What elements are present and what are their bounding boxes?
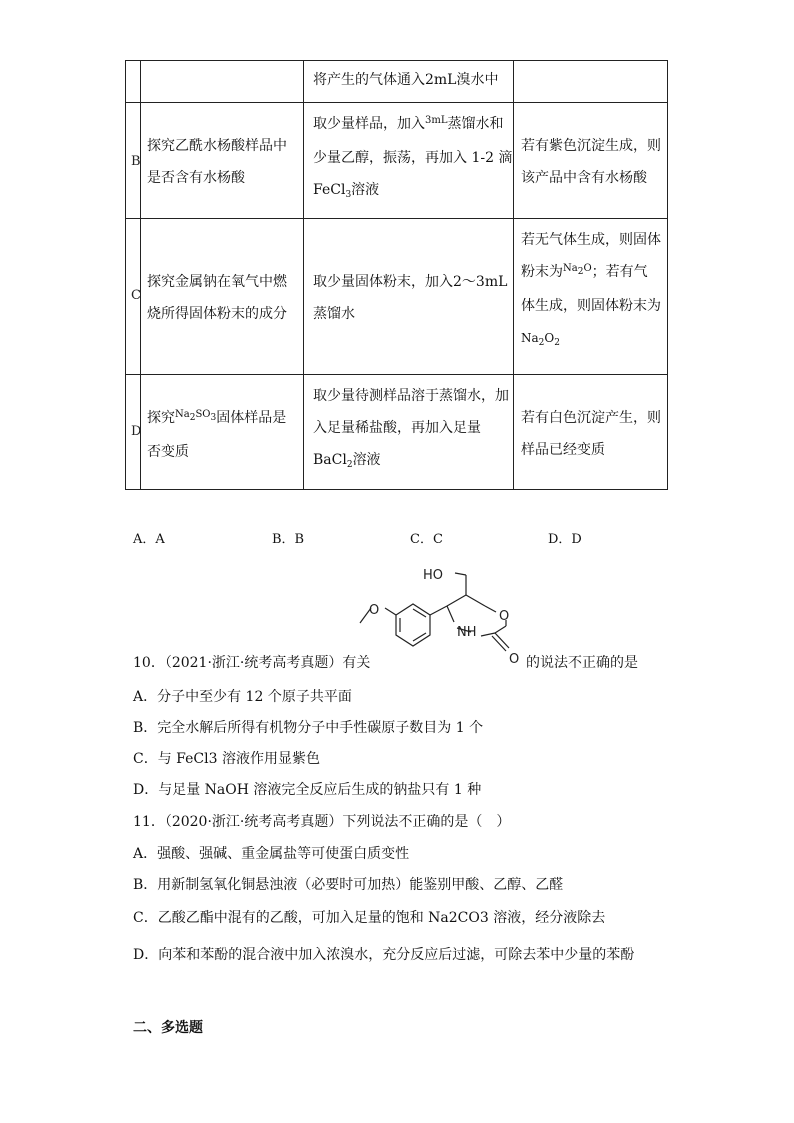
row-label-c: C [131, 288, 141, 303]
svg-text:O: O [369, 603, 380, 618]
rowd-method: 取少量待测样品溶于蒸馏水，加 入足量稀盐酸，再加入足量 BaCl$_2$溶液 [313, 388, 509, 470]
rowb-conclusion: 若有紫色沉淀生成，则 该产品中含有水杨酸 [521, 138, 661, 186]
row1-method: 将产生的气体通入2mL溴水中 [313, 72, 499, 88]
q11-stem: 11．（2020·浙江·统考高考真题）下列说法不正确的是（ ） [133, 814, 511, 830]
label-nh: NH [457, 625, 477, 640]
rowc-conclusion: 若无气体生成，则固体 粉末为$^{Na2O}$；若有气 体生成，则固体粉末为 $Na_2O_2$ [521, 232, 661, 348]
q11-option-a: A．强酸、强碱、重金属盐等可使蛋白质变性 [133, 846, 410, 862]
q11-option-d: D．向苯和苯酚的混合液中加入浓溴水，充分反应后过滤，可除去苯中少量的苯酚 [133, 947, 635, 963]
rowd-conclusion: 若有白色沉淀产生，则 样品已经变质 [521, 410, 661, 458]
rowc-method: 取少量固体粉末，加入2～3mL 蒸馏水 [313, 274, 508, 322]
option-a: A．A [133, 532, 165, 547]
option-c: C．C [410, 532, 443, 547]
q11-option-b: B．用新制氢氧化铜悬浊液（必要时可加热）能鉴别甲酸、乙醇、乙醛 [133, 877, 564, 893]
q10-option-d: D．与足量 NaOH 溶液完全反应后生成的钠盐只有 1 种 [133, 782, 482, 798]
rowb-method: 取少量样品，加入$^{3mL}$蒸馏水和 少量乙醇，振荡，再加入 1-2 滴 FeCl$_3$溶液 [313, 115, 513, 200]
q10-option-c: C．与 FeCl3 溶液作用显紫色 [133, 751, 320, 767]
experiment-table [125, 60, 668, 490]
label-ho: HO [423, 568, 444, 583]
label-o-ring: O [499, 609, 510, 624]
option-b: B．B [272, 532, 305, 547]
molecule-structure [355, 560, 535, 668]
row-label-d: D [131, 424, 142, 439]
rowd-purpose: 探究$^{Na2SO3}$固体样品是 否变质 [147, 409, 287, 460]
q10-stem-before: 10．（2021·浙江·统考高考真题）有关 [133, 655, 371, 671]
q11-option-c: C．乙酸乙酯中混有的乙酸，可加入足量的饱和 Na2CO3 溶液，经分液除去 [133, 910, 606, 926]
label-o-carbonyl: O [509, 652, 520, 667]
q10-stem-after: 的说法不正确的是 [526, 655, 638, 671]
option-d: D．D [548, 532, 582, 547]
rowc-purpose: 探究金属钠在氧气中燃 烧所得固体粉末的成分 [147, 274, 287, 322]
q10-option-b: B．完全水解后所得有机物分子中手性碳原子数目为 1 个 [133, 720, 484, 736]
row-label-b: B [131, 154, 141, 169]
section-title: 二、多选题 [133, 1020, 203, 1036]
q10-option-a: A．分子中至少有 12 个原子共平面 [133, 689, 352, 705]
rowb-purpose: 探究乙酰水杨酸样品中 是否含有水杨酸 [147, 138, 287, 186]
